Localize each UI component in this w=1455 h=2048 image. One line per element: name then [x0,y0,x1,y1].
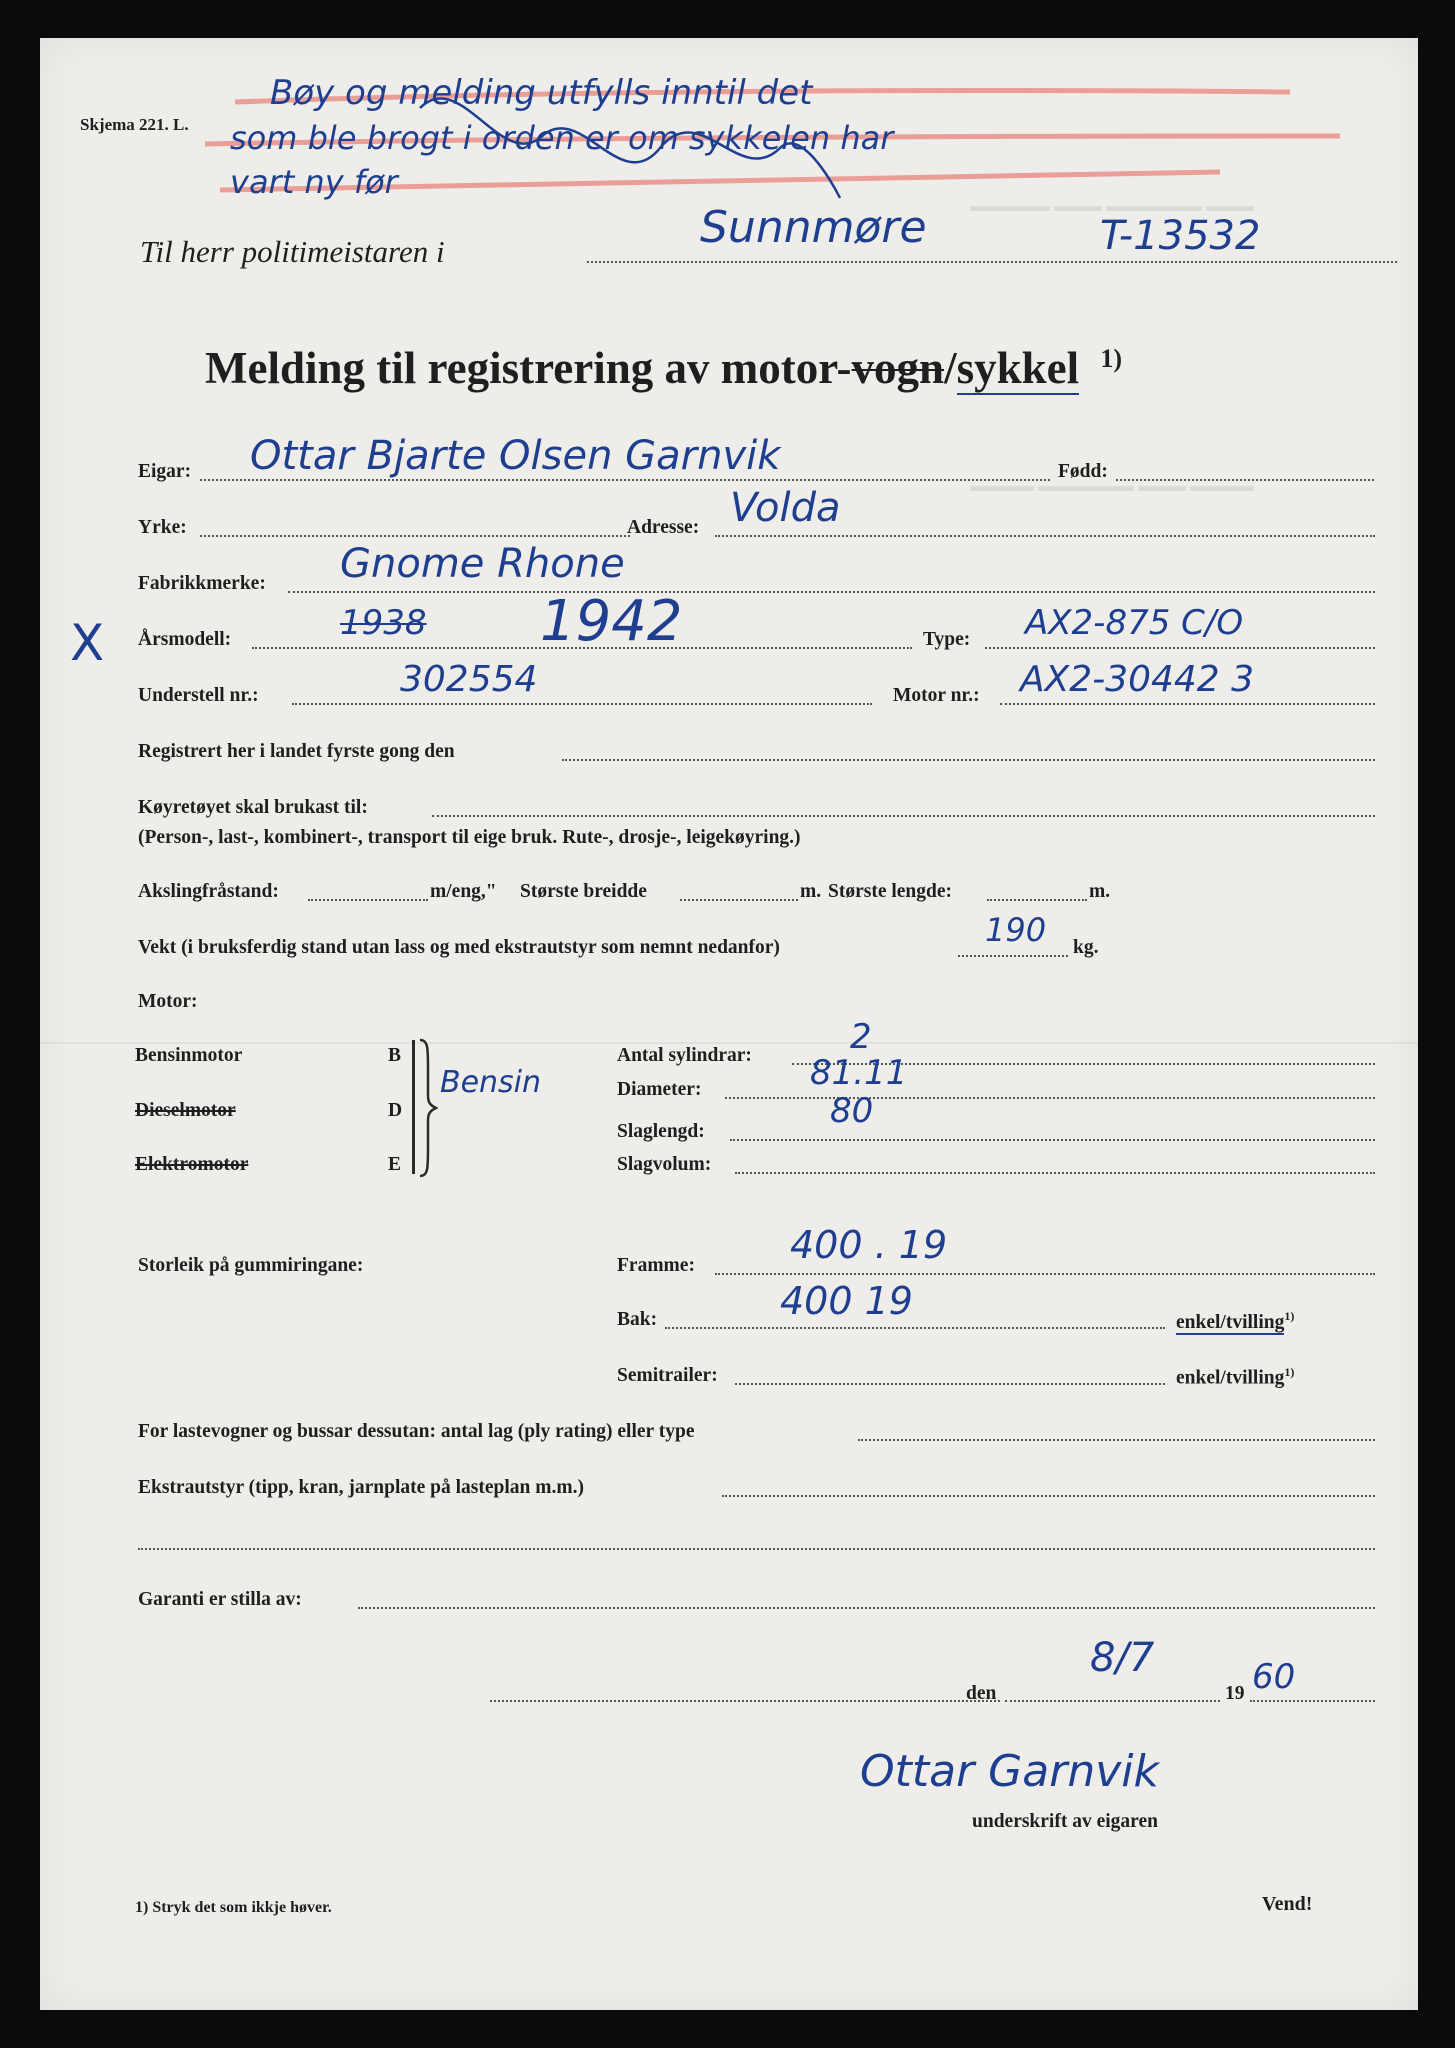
unit-breidde: m. [800,881,822,902]
brace-icon [418,1038,438,1178]
label-den: den [966,1683,997,1704]
line-ekstrautstyr-2 [138,1548,1375,1550]
line-semitrailer [735,1383,1165,1385]
unit-vekt: kg. [1073,937,1099,958]
semitrailer-footnote: 1) [1284,1365,1295,1379]
bak-enkel-tvilling-text: enkel/tvilling [1176,1311,1285,1333]
label-bruk: Køyretøyet skal brukast til: [138,797,368,818]
line-vekt [958,955,1068,957]
label-adresse: Adresse: [627,517,700,538]
title-slash: / [944,343,957,393]
line-year [1250,1700,1375,1702]
line-registrert [562,759,1375,761]
label-arsmodell: Årsmodell: [138,629,232,650]
line-adresse [715,535,1375,537]
code-b: B [388,1045,402,1066]
signature: Ottar Garnvik [860,1746,1159,1797]
label-framme: Framme: [617,1255,695,1276]
form-code: Skjema 221. L. [80,115,189,134]
value-bak: 400 19 [780,1279,913,1323]
line-motor-nr [1000,703,1375,705]
bleed-through: ▬▬▬▬▬ ▬▬▬ ▬▬▬▬▬▬ ▬▬▬ [970,198,1254,215]
line-bruk [432,815,1375,817]
line-place [490,1700,1000,1702]
elektromotor-struck-text: Elektromotor [135,1154,249,1175]
label-underskrift: underskrift av eigaren [972,1811,1158,1832]
fold-crease [40,1042,1418,1044]
value-adresse: Volda [730,485,841,531]
label-semitrailer: Semitrailer: [617,1365,718,1386]
registration-number: T-13532 [1100,213,1261,259]
code-e: E [388,1154,402,1175]
label-registrert: Registrert her i landet fyrste gong den [138,741,455,762]
bleed-through: ▬▬▬▬ ▬▬▬▬▬▬ ▬▬▬ ▬▬▬▬ [970,478,1254,495]
label-yrke: Yrke: [138,517,187,538]
value-motor-nr: AX2-30442 3 [1020,659,1255,700]
label-understell: Understell nr.: [138,685,259,706]
line-bak [665,1327,1165,1329]
footnote: 1) Stryk det som ikkje høver. [135,1899,332,1916]
label-bensinmotor: Bensinmotor [135,1045,243,1066]
label-motor-nr: Motor nr.: [893,685,980,706]
label-fabrikkmerke: Fabrikkmerke: [138,573,266,594]
line-slagvolum [735,1172,1375,1174]
line-diameter [725,1097,1375,1099]
title-footnote: 1) [1100,344,1123,373]
bak-footnote: 1) [1284,1309,1295,1323]
title-selected-word: sykkel [956,343,1080,393]
label-year-prefix: 19 [1225,1683,1245,1704]
semitrailer-enkel-tvilling [1176,1366,1294,1388]
handwritten-note-line-1: Bøy og melding utfylls inntil det [270,73,813,113]
label-diameter: Diameter: [617,1079,702,1100]
motor-bracket [412,1040,415,1174]
line-slaglengd [730,1139,1375,1141]
label-ekstrautstyr: Ekstrautstyr (tipp, kran, jarnplate på lasteplan m.m.) [138,1477,584,1498]
value-motor-kind: Bensin [440,1065,542,1100]
form-title [205,343,1123,393]
line-eigar [200,479,1050,481]
value-vekt: 190 [985,911,1047,949]
line-ekstrautstyr [722,1495,1375,1497]
label-slagvolum: Slagvolum: [617,1154,712,1175]
label-garanti: Garanti er stilla av: [138,1589,302,1610]
label-slaglengd: Slaglengd: [617,1121,705,1142]
handwritten-note-line-2: som ble brogt i orden er om sykkelen har [230,119,894,157]
line-type [985,647,1375,649]
dieselmotor-struck-text: Dieselmotor [135,1100,236,1121]
line-fodd [1116,479,1374,481]
label-dieselmotor [135,1101,236,1121]
line-aksling [308,899,428,901]
unit-aksling: m/eng," [430,881,497,902]
label-type: Type: [923,629,971,650]
label-gummiringane: Storleik på gummiringane: [138,1255,364,1276]
label-sylindrar: Antal sylindrar: [617,1045,752,1066]
label-breidde: Største breidde [520,881,647,902]
line-garanti [358,1607,1375,1609]
label-elektromotor [135,1155,248,1175]
bak-enkel-tvilling [1176,1310,1294,1332]
line-framme [715,1273,1375,1275]
bruk-options: (Person-, last-, kombinert-, transport til eige bruk. Rute-, drosje-, leigekøyring.) [138,827,801,848]
value-date: 8/7 [1090,1635,1155,1681]
value-diameter: 81.11 [810,1053,908,1093]
semitrailer-enkel-tvilling-text: enkel/tvilling [1176,1367,1285,1389]
label-bak: Bak: [617,1309,658,1330]
label-lengde: Største lengde: [828,881,953,902]
value-fabrikkmerke: Gnome Rhone [340,541,625,587]
margin-cross-mark: X [70,614,105,672]
handwritten-note-line-3: vart ny før [230,163,398,201]
value-eigar: Ottar Bjarte Olsen Garnvik [250,433,781,479]
label-eigar: Eigar: [138,461,192,482]
line-lastevogner [858,1439,1375,1441]
form-sheet [40,38,1418,2010]
value-arsmodell: 1942 [540,589,683,654]
addressee-label: Til herr politimeistaren i [140,234,445,269]
value-type: AX2-875 C/O [1025,603,1244,643]
addressee-line [587,261,1397,263]
label-motor: Motor: [138,991,198,1012]
district-value: Sunnmøre [700,202,927,253]
label-fodd: Fødd: [1058,461,1108,482]
title-prefix: Melding til registrering av motor- [205,343,852,393]
unit-lengde: m. [1089,881,1111,902]
line-yrke [200,535,630,537]
vend-label: Vend! [1262,1893,1313,1915]
value-arsmodell-struck: 1938 [340,603,427,643]
value-framme: 400 . 19 [790,1223,948,1267]
value-sylindrar: 2 [850,1017,872,1057]
label-lastevogner: For lastevogner og bussar dessutan: antal lag (ply rating) eller type [138,1421,695,1442]
line-fabrikkmerke [288,591,1375,593]
line-date [1005,1700,1220,1702]
label-vekt: Vekt (i bruksferdig stand utan lass og med ekstrautstyr som nemnt nedanfor) [138,937,780,958]
value-understell: 302554 [400,659,538,700]
line-understell [292,703,872,705]
line-breidde [680,899,798,901]
label-aksling: Akslingfråstand: [138,881,279,902]
value-year-suffix: 60 [1252,1657,1296,1697]
title-struck-word: vogn [851,343,945,393]
line-lengde [987,899,1087,901]
code-d: D [388,1100,403,1121]
value-slaglengd: 80 [830,1091,874,1131]
